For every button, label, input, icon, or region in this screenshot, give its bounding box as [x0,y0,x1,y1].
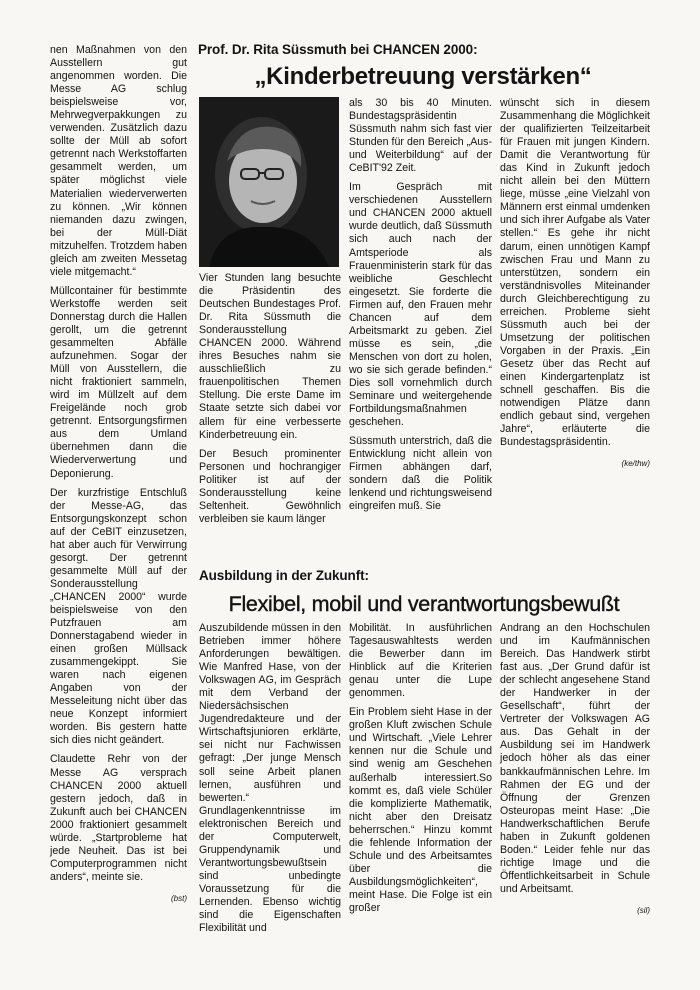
article1-paragraph: Im Gespräch mit verschiedenen Ausstellern und CHANCEN 2000 aktuell wurde deutlich, daß Süssmuth sich auch nach der Amtsperiode als Frauenministerin stark für das weibliche Geschlecht eingesetzt. Sie forderte die Firmen auf, den Frauen mehr Chancen auf dem Arbeitsmarkt zu geben. Ziel müsse es sein, „die Menschen von dort zu holen, wo sie sich gerade befinden.“ Dies soll vornehmlich durch Seminare und weitergehende Fortbildungsmaßnahmen geschehen. [349,181,492,429]
article2-paragraph: Mobilität. In ausführlichen Tagesauswahltests werden die Bewerber dann im Hinblick auf die Kriterien genau unter die Lupe genommen. [349,622,492,700]
article1-headline: „Kinderbetreuung verstärken“ [254,63,592,90]
article1-column-1 [199,272,341,526]
portrait-photo [199,97,339,267]
article1-signature: (ke/thw) [621,459,650,469]
left-paragraph: Der kurzfristige Entschluß der Messe-AG, das Entsorgungskonzept schon auf der CeBIT einzusetzen, hat aber auch für Verwirrung gesorgt. Der getrennt gesammelte Müll auf der Sonderausstellung „CHANCEN 2000“ wurde beispielsweise von den Putzfrauen am Donnerstagabend wieder in einen großen Müllsack zusammengekippt. Sie waren nach eigenen Angaben von der Messeleitung nicht über das neue Konzept informiert worden. Bis gestern hatte sich dies nicht geändert. [50,486,187,747]
left-paragraph: Claudette Rehr von der Messe AG versprach CHANCEN 2000 aktuell gestern jedoch, daß in Zukunft auch bei CHANCEN 2000 fraktioniert gesammelt würde. „Startprobleme hat jede Neuheit. Das ist bei Computerprogrammen nicht anders“, meinte sie. [50,753,187,883]
article2-paragraph: Auszubildende müssen in den Betrieben immer höhere Anforderungen bewältigen. Wie Manfred Hase, von der Volkswagen AG, im Gespräch mit dem Verband der Niedersächsischen Jugendredakteure und der Wirtschaftsjunioren erklärte, sei nicht nur Fachwissen gefragt: „Der junge Mensch soll seine Arbeit planen lernen, ausführen und bewerten.“ Grundlagenkenntnisse im elektronischen Bereich und der Computerwelt, Gruppendynamik und Verantwortungsbewußtsein sind unbedingte Voraussetzung für die Lernenden. Ebenso wichtig sind die Eigenschaften Flexibilität und [199,622,341,935]
article2-paragraph: Ein Problem sieht Hase in der großen Kluft zwischen Schule und Wirtschaft. „Viele Lehrer kennen nur die Schule und sind wenig am Geschehen außerhalb interessiert.So kommt es, daß viele Schüler die komplizierte Mathematik, nicht aber den Dreisatz beherrschen.“ Hinzu kommt die fehlende Information der Schule und des Arbeitsamtes über die Ausbildungsmöglichkeiten“, meint Hase. Die Folge ist ein großer [349,706,492,914]
article2-column-1 [199,622,341,935]
article1-paragraph: Der Besuch prominenter Personen und hochrangiger Politiker ist auf der Sonderausstellung keine Seltenheit. Gewöhnlich verbleiben sie kaum länger [199,447,341,525]
left-column [50,44,187,905]
article2-kicker: Ausbildung in der Zukunft: [199,568,369,583]
article1-paragraph: Süssmuth unterstrich, daß die Entwicklung nicht allein von Firmen abhängen darf, sondern daß die Politik lenkend und richtungsweisend eingreifen muß. Sie [349,435,492,513]
article2-column-2 [349,622,492,915]
article1-kicker: Prof. Dr. Rita Süssmuth bei CHANCEN 2000: [198,42,478,57]
article1-column-2 [349,97,492,513]
article1-column-3 [500,97,650,470]
article2-paragraph: Andrang an den Hochschulen und im Kaufmännischen Bereich. Das Handwerk stirbt fast aus. „Der Grund dafür ist der schlecht angesehene Stand der Handwerker in der Gesellschaft“, führt der Vertreter der Volkswagen AG aus. Das Gehalt in der Ausbildung sei im Handwerk jedoch höher als das einer bankkaufmännischen Lehre. Im Rahmen der EG und der Öffnung der Grenzen Osteuropas meint Hase: „Die Handwerkschaftlichen Berufe haben in Zukunft goldenen Boden.“ Leider fehle nur das richtige Image und die Öffentlichkeitsarbeit in Schule und Arbeitsamt. [500,622,650,895]
article2-headline: Flexibel, mobil und verantwortungsbewußt [228,592,620,616]
portrait-figure [199,97,339,267]
left-signature: (bst) [171,893,187,903]
left-paragraph: Müllcontainer für bestimmte Werkstoffe werden seit Donnerstag durch die Hallen gerollt, um die getrennt gesammelten Abfälle aufzunehmen. Sogar der Müll von Ausstellern, die nicht fraktioniert sammeln, wird im Müllzelt auf dem Freigelände noch grob getrennt. Entsorgungsfirmen aus dem Umland übernehmen dann die Wiederverwertung und Deponierung. [50,284,187,480]
left-paragraph: nen Maßnahmen von den Ausstellern gut angenommen worden. Die Messe AG schlug beispielsweise vor, Mehrwegverpakkungen zu verwenden. Zusätzlich dazu sollte der Müll ab sofort getrennt nach Werkstoffarten gesammelt werden, um später möglichst viele Materialien wiederverwerten zu können. „Wir können niemanden dazu zwingen, bei der Müll-Diät mitzuhelfen. Trotzdem haben gleich am zweiten Messetag viele mitgemacht.“ [50,44,187,278]
article1-paragraph: wünscht sich in diesem Zusammenhang die Möglichkeit der qualifizierten Teilzeitarbeit für Frauen mit jungen Kindern. Damit die Verantwortung für das Kind in Zukunft jedoch nicht allein bei den Müttern liege, müsse „eine Vielzahl von Männern erst einmal umdenken und sich ihrer Aufgabe als Vater stellen.“ Es gehe ihr nicht darum, einen unnötigen Kampf zwischen Frau und Mann zu unterstützen, sondern ein verständnisvolles Miteinander durch Gleichberechtigung zu erreichen. Probleme sieht Süssmuth auch bei der Umsetzung der politischen Vorgaben in der Praxis. „Ein Gesetz über das Recht auf einen Kindergartenplatz ist schnell geschaffen. Bis die notwendigen Plätze dann endlich gebaut sind, vergehen Jahre“, erläuterte die Bundestagspräsidentin. [500,97,650,449]
article2-signature: (sil) [637,905,650,915]
article1-paragraph: Vier Stunden lang besuchte die Präsidentin des Deutschen Bundestages Prof. Dr. Rita Süssmuth die Sonderausstellung CHANCEN 2000. Während ihres Besuches nahm sie ausschließlich zu frauenpolitischen Themen Stellung. Die erste Dame im Staate setzte sich dabei vor allem für eine verbesserte Kinderbetreuung ein. [199,272,341,441]
article1-paragraph: als 30 bis 40 Minuten. Bundestagspräsidentin Süssmuth nahm sich fast vier Stunden für den Bereich „Aus- und Weiterbildung“ auf der CeBIT'92 Zeit. [349,97,492,175]
article2-column-3 [500,622,650,917]
